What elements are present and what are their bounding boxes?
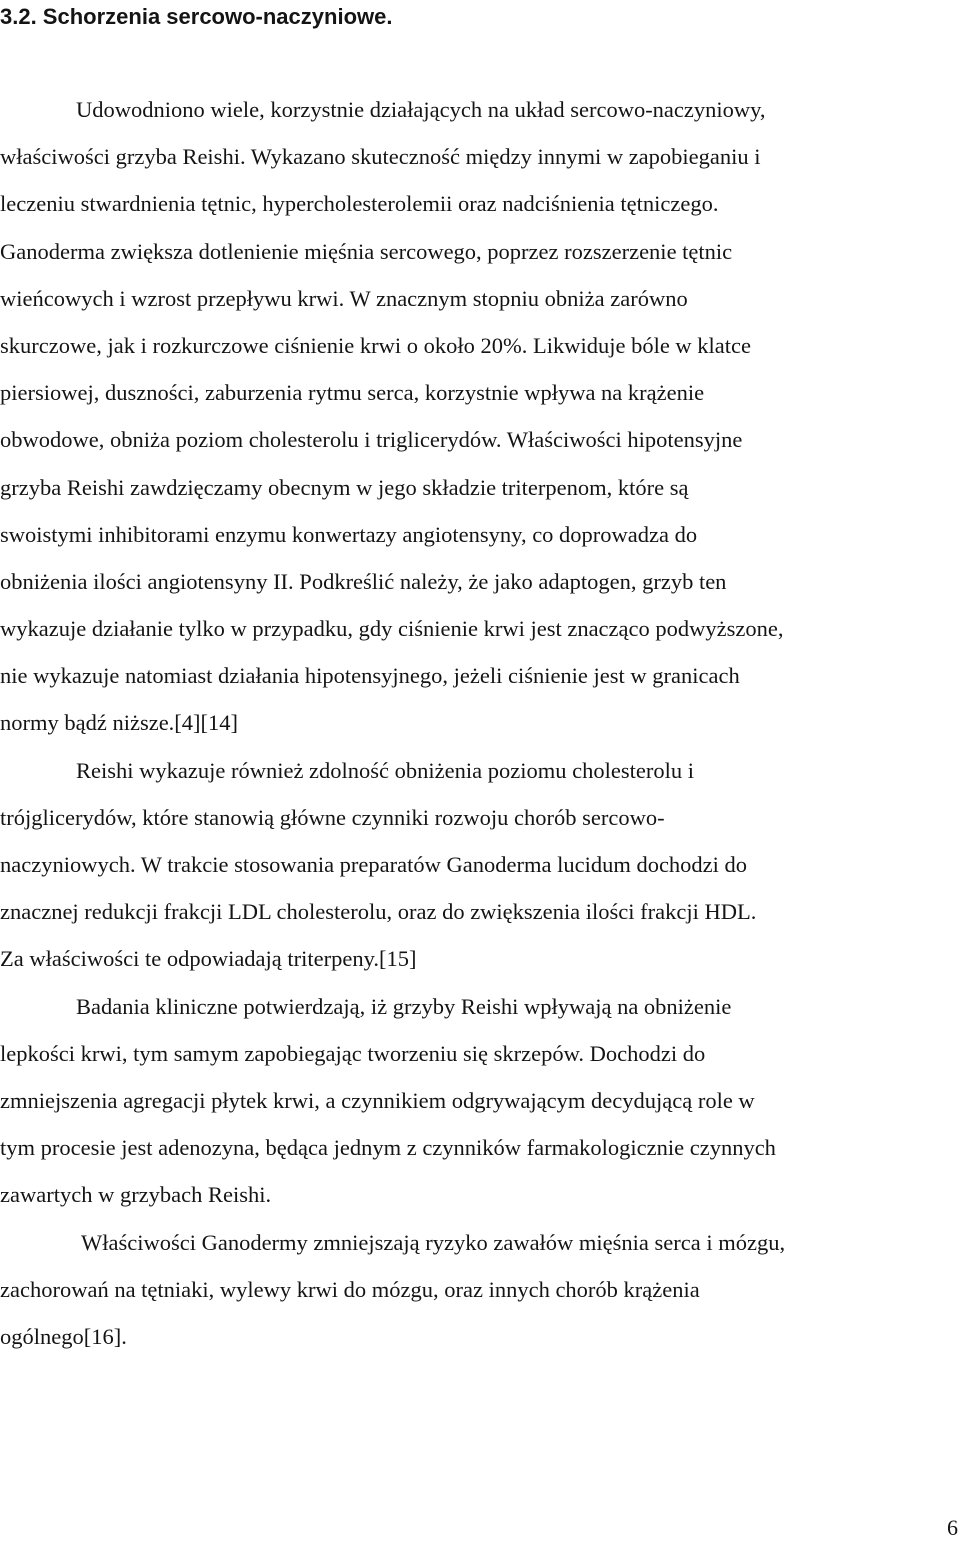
text-line: grzyba Reishi zawdzięczamy obecnym w jego składzie triterpenom, które są (0, 474, 689, 500)
text-line: swoistymi inhibitorami enzymu konwertazy angiotensyny, co doprowadza do (0, 521, 698, 547)
text-line: Za właściwości te odpowiadają triterpeny.[15] (0, 946, 417, 972)
text-line: normy bądź niższe.[4][14] (0, 710, 239, 736)
paragraph-stroke-risk (0, 1219, 960, 1361)
text-line: obniżenia ilości angiotensyny II. Podkreślić należy, że jako adaptogen, grzyb ten (0, 568, 727, 594)
text-line: Właściwości Ganodermy zmniejszają ryzyko zawałów mięśnia serca i mózgu, (81, 1229, 786, 1255)
text-line: zawartych w grzybach Reishi. (0, 1182, 272, 1208)
text-line: tym procesie jest adenozyna, będąca jednym z czynników farmakologicznie czynnych (0, 1135, 776, 1161)
text-line: trójglicerydów, które stanowią główne czynniki rozwoju chorób sercowo- (0, 804, 665, 830)
text-line: Udowodniono wiele, korzystnie działających na układ sercowo-naczyniowy, (76, 97, 766, 122)
paragraph-cardiovascular-benefits (0, 86, 960, 747)
paragraph-cholesterol (0, 747, 960, 983)
text-line: właściwości grzyba Reishi. Wykazano skuteczność między innymi w zapobieganiu i (0, 144, 761, 170)
text-line: ogólnego[16]. (0, 1323, 127, 1349)
text-line: Badania kliniczne potwierdzają, iż grzyby Reishi wpływają na obniżenie (76, 993, 732, 1019)
text-line: naczyniowych. W trakcie stosowania preparatów Ganoderma lucidum dochodzi do (0, 852, 748, 877)
text-line: wykazuje działanie tylko w przypadku, gdy ciśnienie krwi jest znacząco podwyższone, (0, 616, 784, 642)
section-heading: 3.2. Schorzenia sercowo-naczyniowe. (0, 4, 393, 29)
text-line: zmniejszenia agregacji płytek krwi, a czynnikiem odgrywającym decydującą role w (0, 1087, 755, 1113)
paragraph-blood-viscosity (0, 983, 960, 1219)
text-line: zachorowań na tętniaki, wylewy krwi do mózgu, oraz innych chorób krążenia (0, 1276, 700, 1302)
page-number: 6 (947, 1515, 958, 1540)
text-line: leczeniu stwardnienia tętnic, hypercholesterolemii oraz nadciśnienia tętniczego. (0, 191, 719, 217)
text-line: znacznej redukcji frakcji LDL cholesterolu, oraz do zwiększenia ilości frakcji HDL. (0, 899, 757, 925)
text-line: obwodowe, obniża poziom cholesterolu i triglicerydów. Właściwości hipotensyjne (0, 427, 743, 453)
text-line: lepkości krwi, tym samym zapobiegając tworzeniu się skrzepów. Dochodzi do (0, 1040, 706, 1066)
text-line: skurczowe, jak i rozkurczowe ciśnienie krwi o około 20%. Likwiduje bóle w klatce (0, 332, 752, 358)
text-line: Ganoderma zwiększa dotlenienie mięśnia sercowego, poprzez rozszerzenie tętnic (0, 238, 733, 264)
text-line: wieńcowych i wzrost przepływu krwi. W znacznym stopniu obniża zarówno (0, 285, 688, 311)
text-line: nie wykazuje natomiast działania hipotensyjnego, jeżeli ciśnienie jest w granicach (0, 663, 740, 689)
body-text (0, 86, 960, 1360)
text-line: piersiowej, duszności, zaburzenia rytmu serca, korzystnie wpływa na krążenie (0, 380, 705, 406)
text-line: Reishi wykazuje również zdolność obniżenia poziomu cholesterolu i (76, 757, 694, 783)
